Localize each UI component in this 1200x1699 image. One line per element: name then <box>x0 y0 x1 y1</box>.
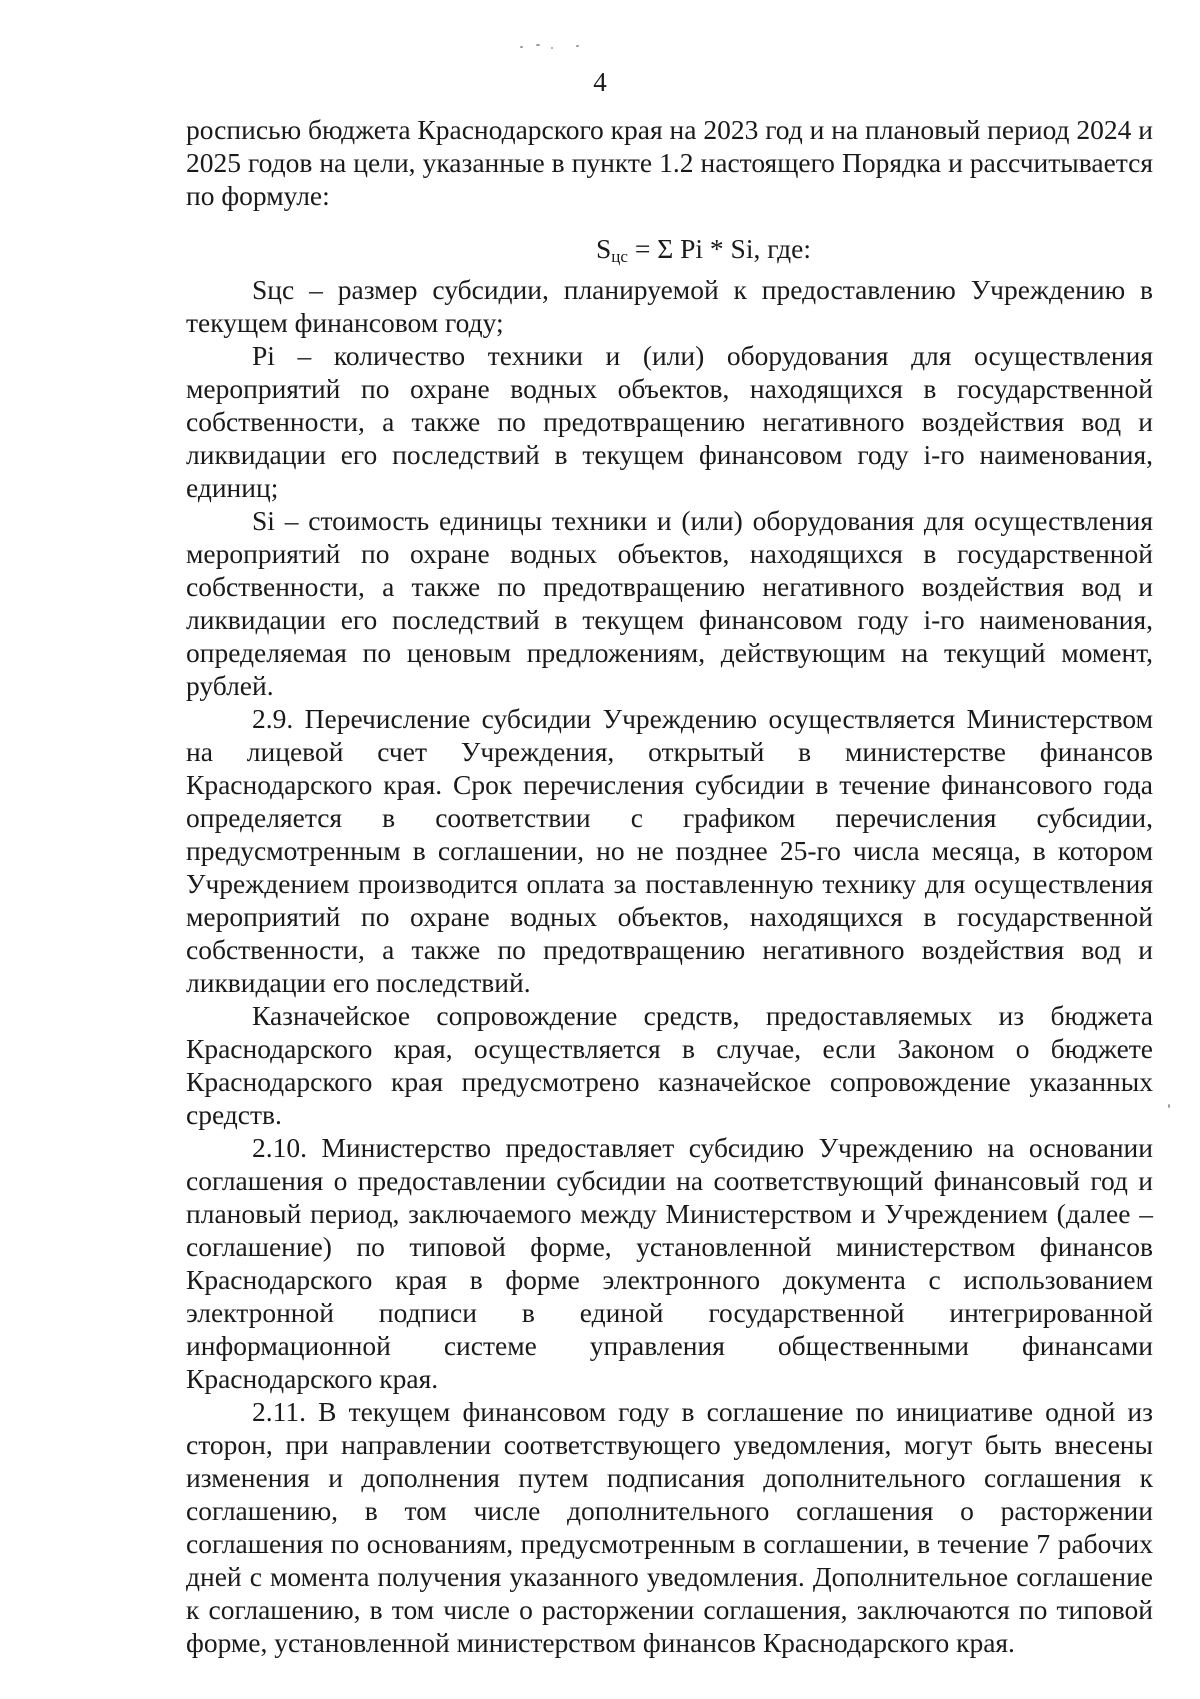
definition-pi: Pi – количество техники и (или) оборудования для осуществления мероприятий по охране водных объектов, находящихся в государственной собственности, а также по предотвращению негативного воздействия вод и ликвидации его последствий в текущем финансовом году i-го наименования, единиц; <box>186 340 1153 503</box>
formula-lhs: S <box>596 233 612 264</box>
scan-noise-mark <box>1168 1104 1170 1108</box>
scan-noise-mark <box>536 44 540 46</box>
subsidy-formula <box>186 232 1153 273</box>
scan-noise-mark <box>551 47 553 49</box>
paragraph-2-11: 2.11. В текущем финансовом году в соглашение по инициативе одной из сторон, при направлении соответствующего уведомления, могут быть внесены изменения и дополнения путем подписания дополнительного соглашения к соглашению, в том числе дополнительного соглашения о расторжении соглашения по основаниям, предусмотренным в соглашении, в течение 7 рабочих дней с момента получения указанного уведомления. Дополнительное соглашение к соглашению, в том числе о расторжении соглашения, заключаются по типовой форме, установленной министерством финансов Краснодарского края. <box>186 1396 1153 1658</box>
intro-paragraph: росписью бюджета Краснодарского края на 2023 год и на плановый период 2024 и 2025 годов на цели, указанные в пункте 1.2 настоящего Порядка и рассчитывается по формуле: <box>186 114 1153 211</box>
paragraph-2-10: 2.10. Министерство предоставляет субсидию Учреждению на основании соглашения о предоставлении субсидии на соответствующий финансовый год и плановый период, заключаемого между Министерством и Учреждением (далее – соглашение) по типовой форме, установленной министерством финансов Краснодарского края в форме электронного документа с использованием электронной подписи в единой государственной интегрированной информационной системе управления общественными финансами Краснодарского края. <box>186 1132 1153 1394</box>
formula-lhs-subscript: цс <box>611 247 628 266</box>
formula-rhs: = Σ Pi * Si, где: <box>627 233 811 264</box>
paragraph-treasury-support: Казначейское сопровождение средств, предоставляемых из бюджета Краснодарского края, осуществляется в случае, если Законом о бюджете Краснодарского края предусмотрено казначейское сопровождение указанных средств. <box>186 1000 1153 1130</box>
definition-si: Si – стоимость единицы техники и (или) оборудования для осуществления мероприятий по охране водных объектов, находящихся в государственной собственности, а также по предотвращению негативного воздействия вод и ликвидации его последствий в текущем финансовом году i-го наименования, определяемая по ценовым предложениям, действующим на текущий момент, рублей. <box>186 505 1153 701</box>
document-body <box>186 113 1153 1659</box>
scan-noise-mark <box>520 46 523 48</box>
definition-s: Sцс – размер субсидии, планируемой к предоставлению Учреждению в текущем финансовом году; <box>186 274 1153 338</box>
page-number: 4 <box>593 67 607 97</box>
scan-noise-mark <box>576 45 579 47</box>
paragraph-2-9: 2.9. Перечисление субсидии Учреждению осуществляется Министерством на лицевой счет Учреждения, открытый в министерстве финансов Краснодарского края. Срок перечисления субсидии в течение финансового года определяется в соответствии с графиком перечисления субсидии, предусмотренным в соглашении, но не позднее 25-го числа месяца, в котором Учреждением производится оплата за поставленную технику для осуществления мероприятий по охране водных объектов, находящихся в государственной собственности, а также по предотвращению негативного воздействия вод и ликвидации его последствий. <box>186 703 1153 998</box>
